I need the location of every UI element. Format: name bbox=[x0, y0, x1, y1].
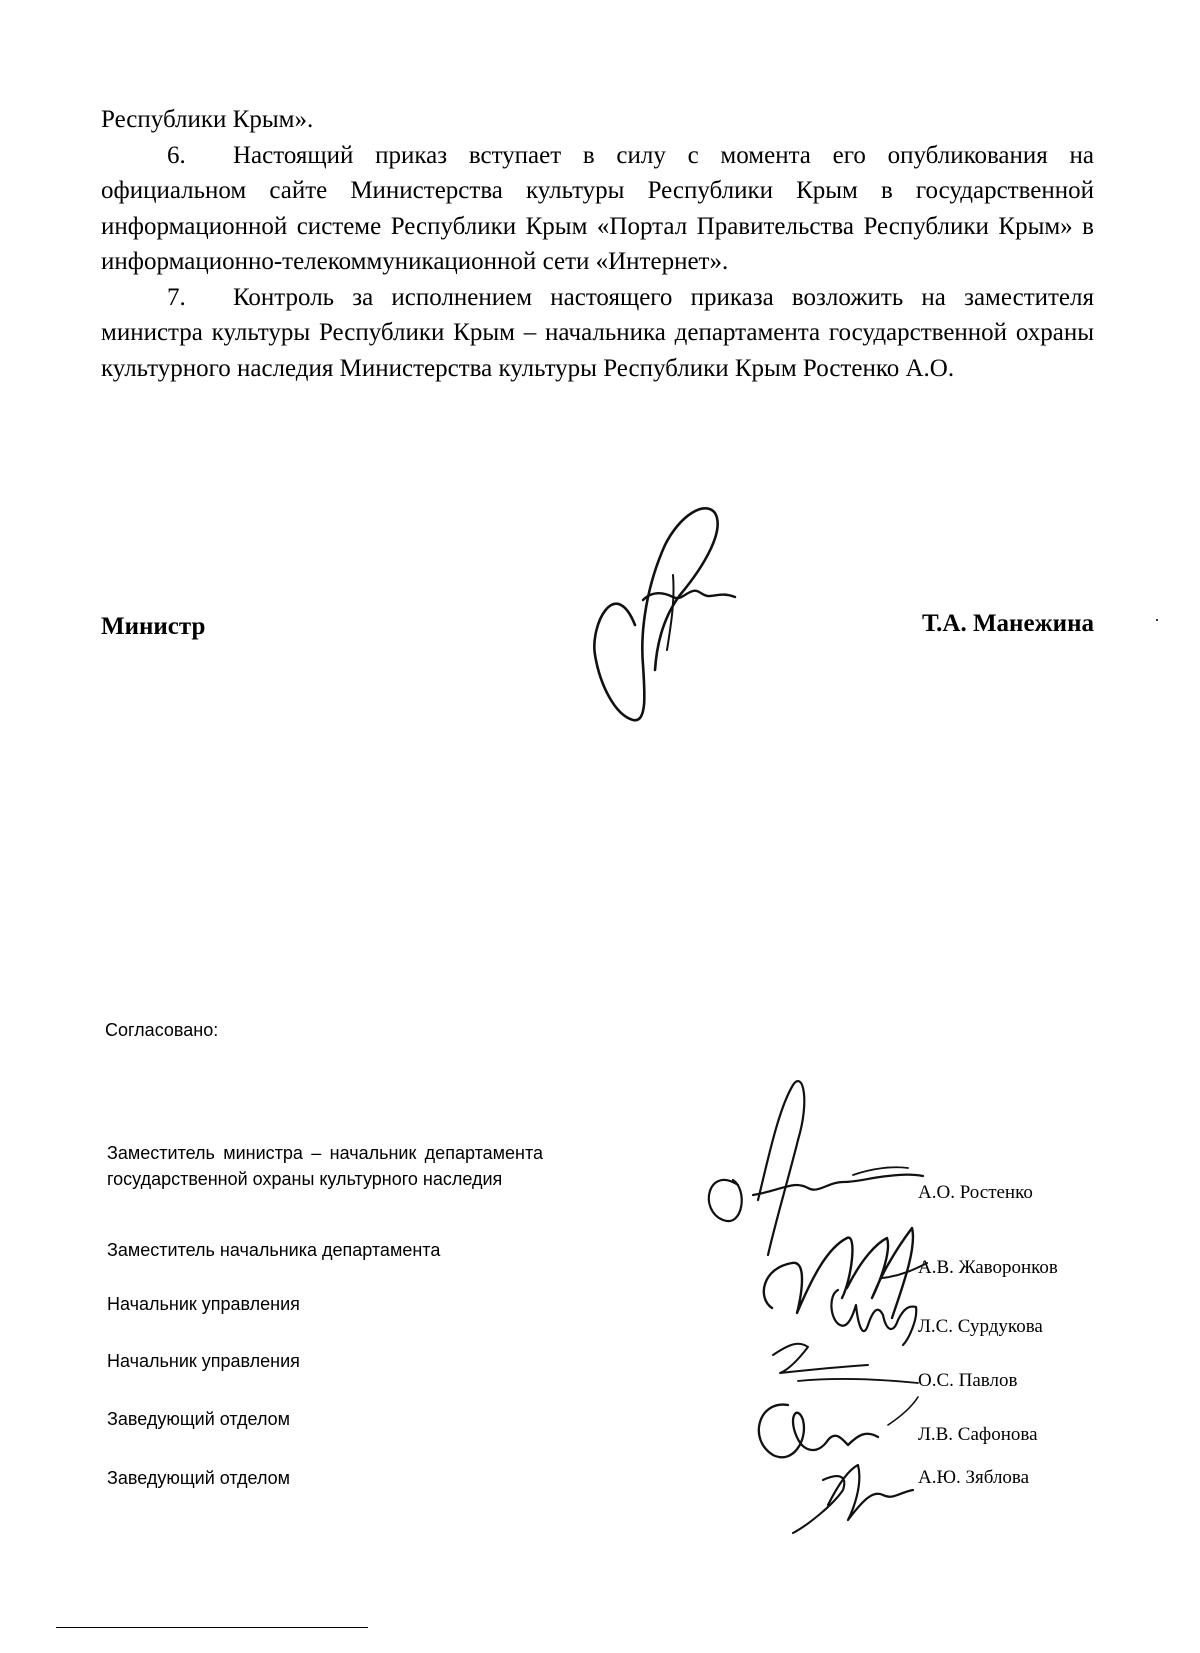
approver-title-1: Заместитель министра – начальник департамента государственной охраны культурного наследия bbox=[107, 1143, 543, 1189]
approver-title-3: Начальник управления bbox=[107, 1294, 300, 1314]
paragraph-7 bbox=[101, 280, 1094, 387]
approver-title-5: Заведующий отделом bbox=[107, 1409, 291, 1429]
approver-name-6: А.Ю. Зяблова bbox=[918, 1467, 1030, 1488]
paragraph-number: 7. bbox=[167, 283, 186, 311]
approver-signature-4 bbox=[748, 1385, 948, 1535]
approver-signature-3 bbox=[768, 1285, 958, 1395]
paragraph-continuation: Республики Крым». bbox=[101, 106, 314, 133]
scan-speck bbox=[1156, 619, 1158, 621]
approver-name-3: Л.С. Сурдукова bbox=[918, 1316, 1043, 1337]
approver-name-2: А.В. Жаворонков bbox=[918, 1257, 1058, 1278]
approver-title-2: Заместитель начальника департамента bbox=[107, 1240, 441, 1260]
approver-name-1: А.О. Ростенко bbox=[918, 1182, 1033, 1203]
minister-signature bbox=[585, 505, 785, 735]
approver-title-6: Заведующий отделом bbox=[107, 1468, 291, 1488]
paragraph-text: Контроль за исполнением настоящего приказа возложить на заместителя министра культуры Республики Крым – начальника департамента государственной охраны культурного наследия Министерства культуры Республики Крым Ростенко А.О. bbox=[101, 283, 1094, 382]
paragraph-number: 6. bbox=[167, 141, 186, 169]
approver-name-5: Л.В. Сафонова bbox=[918, 1424, 1038, 1445]
paragraph-text: Настоящий приказ вступает в силу с момента его опубликования на официальном сайте Министерства культуры Республики Крым в государственной информационной системе Республики Крым «Портал Правительства Республики Крым» в информационно-телекоммуникационной сети «Интернет». bbox=[101, 141, 1094, 275]
document-body bbox=[101, 102, 1094, 386]
minister-name: Т.А. Манежина bbox=[921, 610, 1094, 637]
approval-heading: Согласовано: bbox=[105, 1020, 219, 1040]
approver-name-4: О.С. Павлов bbox=[918, 1370, 1018, 1391]
paragraph-6 bbox=[101, 138, 1094, 280]
footnote-separator bbox=[56, 1627, 368, 1628]
minister-position-label: Министр bbox=[101, 613, 206, 640]
approver-title-4: Начальник управления bbox=[107, 1351, 300, 1371]
